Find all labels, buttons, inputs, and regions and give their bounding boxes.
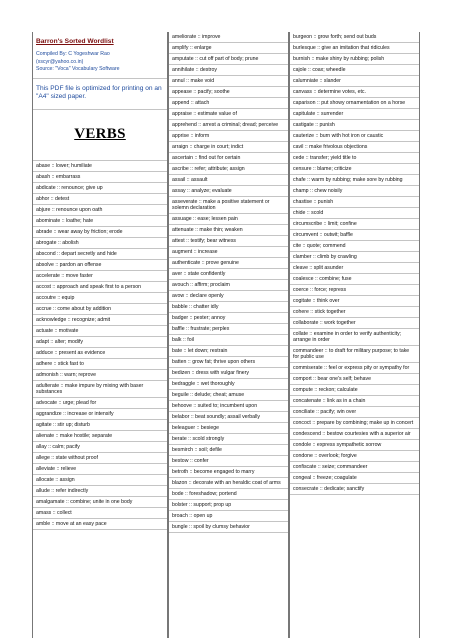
word-entry: apprehend :: arrest a criminal; dread; perceive bbox=[169, 120, 288, 131]
section-heading bbox=[33, 110, 167, 161]
word-entry: broach :: open up bbox=[169, 511, 288, 522]
word-entry: asseverate :: make a positive statement or solemn declaration bbox=[169, 197, 288, 214]
word-entry: burlesque :: give an imitation that ridicules bbox=[290, 43, 419, 54]
word-entry: agitate :: stir up; disturb bbox=[33, 420, 167, 431]
word-entry: commandeer :: to draft for military purpose; to take for public use bbox=[290, 346, 419, 363]
compiler-email[interactable]: (xscyr@yahoo.co.in) bbox=[36, 58, 84, 65]
word-entry: abase :: lower; humiliate bbox=[33, 161, 167, 172]
word-entry: clamber :: climb by crawling bbox=[290, 252, 419, 263]
word-entry: badger :: pester; annoy bbox=[169, 313, 288, 324]
word-entry: adapt :: alter; modify bbox=[33, 337, 167, 348]
word-entry: belabor :: beat soundly; assail verbally bbox=[169, 412, 288, 423]
word-entry: abrade :: wear away by friction; erode bbox=[33, 227, 167, 238]
column-1-entries bbox=[33, 161, 167, 530]
word-entry: compute :: reckon; calculate bbox=[290, 385, 419, 396]
word-entry: bedizen :: dress with vulgar finery bbox=[169, 368, 288, 379]
word-entry: concatenate :: link as in a chain bbox=[290, 396, 419, 407]
word-entry: augment :: increase bbox=[169, 247, 288, 258]
word-entry: accoutre :: equip bbox=[33, 293, 167, 304]
word-entry: annul :: make void bbox=[169, 76, 288, 87]
word-entry: circumscribe :: limit; confine bbox=[290, 219, 419, 230]
word-entry: abrogate :: abolish bbox=[33, 238, 167, 249]
word-entry: amplify :: enlarge bbox=[169, 43, 288, 54]
word-entry: allude :: refer indirectly bbox=[33, 486, 167, 497]
word-entry: burnish :: make shiny by rubbing; polish bbox=[290, 54, 419, 65]
document-header bbox=[33, 32, 167, 79]
document-title[interactable]: Barron's Sorted Wordlist bbox=[36, 38, 114, 45]
source-credit: Source: "Voca" Vocabulary Software bbox=[36, 66, 120, 73]
word-entry: cauterize :: burn with hot iron or caustic bbox=[290, 131, 419, 142]
word-entry: alleviate :: relieve bbox=[33, 464, 167, 475]
word-entry: bate :: let down; restrain bbox=[169, 346, 288, 357]
word-entry: caparison :: put showy ornamentation on a horse bbox=[290, 98, 419, 109]
word-entry: capitulate :: surrender bbox=[290, 109, 419, 120]
word-entry: ascribe :: refer; attribute; assign bbox=[169, 164, 288, 175]
word-entry: actuate :: motivate bbox=[33, 326, 167, 337]
word-entry: cajole :: coax; wheedle bbox=[290, 65, 419, 76]
word-entry: abjure :: renounce upon oath bbox=[33, 205, 167, 216]
word-entry: adulterate :: make impure by mixing with baser substances bbox=[33, 381, 167, 398]
word-entry: aver :: state confidently bbox=[169, 269, 288, 280]
word-entry: ascertain :: find out for certain bbox=[169, 153, 288, 164]
word-entry: bode :: foreshadow; portend bbox=[169, 489, 288, 500]
column-2-entries bbox=[169, 32, 288, 533]
word-entry: castigate :: punish bbox=[290, 120, 419, 131]
word-entry: abominate :: loathe; hate bbox=[33, 216, 167, 227]
word-entry: attest :: testify; bear witness bbox=[169, 236, 288, 247]
word-entry: amalgamate :: combine; unite in one body bbox=[33, 497, 167, 508]
word-entry: commiserate :: feel or express pity or sympathy for bbox=[290, 363, 419, 374]
word-entry: accelerate :: move faster bbox=[33, 271, 167, 282]
compiler-credit: Compiled By: C Yogeshwar Rao bbox=[36, 51, 110, 57]
word-entry: condescend :: bestow courtesies with a superior air bbox=[290, 429, 419, 440]
word-entry: collaborate :: work together bbox=[290, 318, 419, 329]
word-entry: cede :: transfer; yield title to bbox=[290, 153, 419, 164]
word-entry: attenuate :: make thin; weaken bbox=[169, 225, 288, 236]
word-entry: chastise :: punish bbox=[290, 197, 419, 208]
column-2 bbox=[168, 32, 289, 638]
word-entry: congeal :: freeze; coagulate bbox=[290, 473, 419, 484]
word-entry: condole :: express sympathetic sorrow bbox=[290, 440, 419, 451]
word-entry: abhor :: detest bbox=[33, 194, 167, 205]
word-entry: condone :: overlook; forgive bbox=[290, 451, 419, 462]
word-entry: accost :: approach and speak first to a person bbox=[33, 282, 167, 293]
word-entry: censure :: blame; criticize bbox=[290, 164, 419, 175]
word-entry: allay :: calm; pacify bbox=[33, 442, 167, 453]
word-entry: chide :: scold bbox=[290, 208, 419, 219]
word-entry: apprise :: inform bbox=[169, 131, 288, 142]
word-entry: circumvent :: outwit; baffle bbox=[290, 230, 419, 241]
word-entry: bestow :: confer bbox=[169, 456, 288, 467]
word-entry: chafe :: warm by rubbing; make sore by rubbing bbox=[290, 175, 419, 186]
word-entry: assay :: analyze; evaluate bbox=[169, 186, 288, 197]
word-entry: champ :: chew noisily bbox=[290, 186, 419, 197]
word-entry: appease :: pacify; soothe bbox=[169, 87, 288, 98]
word-entry: beleaguer :: besiege bbox=[169, 423, 288, 434]
word-entry: bedraggle :: wet thoroughly bbox=[169, 379, 288, 390]
word-entry: concoct :: prepare by combining; make up in concert bbox=[290, 418, 419, 429]
column-3 bbox=[289, 32, 420, 638]
word-entry: admonish :: warn; reprove bbox=[33, 370, 167, 381]
word-entry: assail :: assault bbox=[169, 175, 288, 186]
word-entry: accrue :: come about by addition bbox=[33, 304, 167, 315]
word-entry: absolve :: pardon an offense bbox=[33, 260, 167, 271]
word-entry: berate :: scold strongly bbox=[169, 434, 288, 445]
column-3-entries bbox=[290, 32, 419, 495]
word-entry: alienate :: make hostile; separate bbox=[33, 431, 167, 442]
word-entry: coerce :: force; repress bbox=[290, 285, 419, 296]
word-entry: cogitate :: think over bbox=[290, 296, 419, 307]
word-entry: balk :: foil bbox=[169, 335, 288, 346]
section-title: VERBS bbox=[74, 126, 126, 143]
word-entry: avouch :: affirm; proclaim bbox=[169, 280, 288, 291]
word-entry: appraise :: estimate value of bbox=[169, 109, 288, 120]
word-entry: bolster :: support; prop up bbox=[169, 500, 288, 511]
word-entry: collate :: examine in order to verify authenticity; arrange in order bbox=[290, 329, 419, 346]
word-entry: cavil :: make frivolous objections bbox=[290, 142, 419, 153]
word-entry: conciliate :: pacify; win over bbox=[290, 407, 419, 418]
word-entry: abdicate :: renounce; give up bbox=[33, 183, 167, 194]
word-entry: beguile :: delude; cheat; amuse bbox=[169, 390, 288, 401]
word-entry: abscond :: depart secretly and hide bbox=[33, 249, 167, 260]
word-entry: besmirch :: soil; defile bbox=[169, 445, 288, 456]
word-entry: canvass :: determine votes, etc. bbox=[290, 87, 419, 98]
word-entry: baffle :: frustrate; perplex bbox=[169, 324, 288, 335]
word-entry: aggrandize :: increase or intensify bbox=[33, 409, 167, 420]
word-entry: confiscate :: seize; commandeer bbox=[290, 462, 419, 473]
word-entry: acknowledge :: recognize; admit bbox=[33, 315, 167, 326]
column-1 bbox=[32, 32, 168, 638]
word-entry: arraign :: charge in court; indict bbox=[169, 142, 288, 153]
word-entry: amputate :: cut off part of body; prune bbox=[169, 54, 288, 65]
word-entry: authenticate :: prove genuine bbox=[169, 258, 288, 269]
word-entry: burgeon :: grow forth; send out buds bbox=[290, 32, 419, 43]
word-entry: adhere :: stick fast to bbox=[33, 359, 167, 370]
word-entry: batten :: grow fat; thrive upon others bbox=[169, 357, 288, 368]
word-entry: annihilate :: destroy bbox=[169, 65, 288, 76]
word-entry: consecrate :: dedicate; sanctify bbox=[290, 484, 419, 495]
word-entry: allege :: state without proof bbox=[33, 453, 167, 464]
word-entry: advocate :: urge; plead for bbox=[33, 398, 167, 409]
word-entry: calumniate :: slander bbox=[290, 76, 419, 87]
word-entry: blazon :: decorate with an heraldic coat of arms bbox=[169, 478, 288, 489]
word-entry: assuage :: ease; lessen pain bbox=[169, 214, 288, 225]
word-entry: abash :: embarrass bbox=[33, 172, 167, 183]
word-entry: amble :: move at an easy pace bbox=[33, 519, 167, 530]
word-entry: allocate :: assign bbox=[33, 475, 167, 486]
print-note: This PDF file is optimized for printing on an "A4" sized paper. bbox=[33, 79, 167, 110]
word-entry: comport :: bear one's self; behave bbox=[290, 374, 419, 385]
word-entry: coalesce :: combine; fuse bbox=[290, 274, 419, 285]
word-entry: behoove :: suited to; incumbent upon bbox=[169, 401, 288, 412]
word-entry: append :: attach bbox=[169, 98, 288, 109]
word-entry: ameliorate :: improve bbox=[169, 32, 288, 43]
word-entry: betroth :: become engaged to marry bbox=[169, 467, 288, 478]
word-entry: cleave :: split asunder bbox=[290, 263, 419, 274]
word-entry: avow :: declare openly bbox=[169, 291, 288, 302]
word-entry: babble :: chatter idly bbox=[169, 302, 288, 313]
word-entry: amass :: collect bbox=[33, 508, 167, 519]
word-entry: bungle :: spoil by clumsy behavior bbox=[169, 522, 288, 533]
word-entry: cite :: quote; commend bbox=[290, 241, 419, 252]
word-entry: cohere :: stick together bbox=[290, 307, 419, 318]
word-entry: adduce :: present as evidence bbox=[33, 348, 167, 359]
